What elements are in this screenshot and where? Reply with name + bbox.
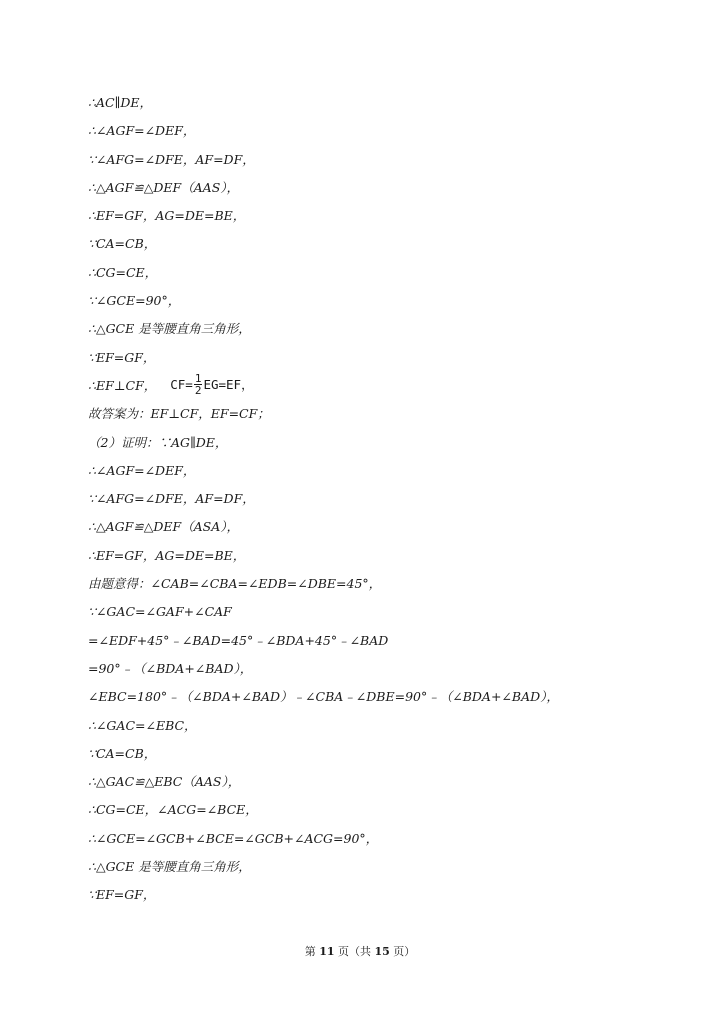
line-text: ∵EF=GF， <box>88 887 156 903</box>
text-line <box>88 315 708 343</box>
text-line <box>88 542 708 570</box>
text-line <box>88 796 708 824</box>
line-text: ∵CA=CB， <box>88 745 157 761</box>
text-line <box>88 513 708 541</box>
text-line <box>88 570 708 598</box>
formula-left: CF= <box>170 376 193 392</box>
footer-prefix: 第 <box>304 945 320 958</box>
text-line <box>88 429 708 457</box>
line-text: ∴△GCE 是等腰直角三角形， <box>88 859 251 875</box>
line-text: ∴CG=CE， <box>88 264 158 280</box>
text-line <box>88 825 708 853</box>
line-text: ∵∠AFG=∠DFE，AF=DF， <box>88 491 255 507</box>
footer-middle: 页（共 <box>334 945 375 958</box>
text-line <box>88 627 708 655</box>
text-line <box>88 400 708 428</box>
line-text: ∴△GAC≌△EBC（AAS）， <box>88 774 241 790</box>
line-text: （2）证明：∵AG∥DE， <box>88 434 228 450</box>
page-footer <box>0 943 720 959</box>
text-line <box>88 485 708 513</box>
line-text: ∴∠AGF=∠DEF， <box>88 462 196 478</box>
text-line <box>88 655 708 683</box>
line-text: ∴△AGF≌△DEF（AAS）， <box>88 179 240 195</box>
line-text: 由题意得：∠CAB=∠CBA=∠EDB=∠DBE=45°， <box>88 576 382 592</box>
footer-suffix: 页） <box>389 945 416 958</box>
text-line <box>88 174 708 202</box>
text-line <box>88 259 708 287</box>
line-text: ∴∠GAC=∠EBC， <box>88 717 197 733</box>
line-text: ∵∠AFG=∠DFE，AF=DF， <box>88 151 255 167</box>
text-line <box>88 881 708 909</box>
line-text: ∵∠GCE=90°， <box>88 293 181 309</box>
text-line <box>88 740 708 768</box>
line-text: ∴AC∥DE， <box>88 95 152 110</box>
text-line <box>88 287 708 315</box>
fraction-formula <box>170 370 253 398</box>
line-text: ∴CG=CE，∠ACG=∠BCE， <box>88 802 258 818</box>
page-number: 11 <box>319 945 335 958</box>
text-line <box>88 768 708 796</box>
line-text: =∠EDF+45°﹣∠BAD=45°﹣∠BDA+45°﹣∠BAD <box>88 632 389 648</box>
line-text: ∵EF=GF， <box>88 349 156 365</box>
text-line <box>88 344 708 372</box>
line-text: ∴EF=GF，AG=DE=BE， <box>88 547 246 563</box>
text-line <box>88 457 708 485</box>
formula-right: EG=EF， <box>203 376 254 392</box>
line-text: ∴∠GCE=∠GCB+∠BCE=∠GCB+∠ACG=90°， <box>88 830 379 846</box>
fraction-stack <box>194 373 203 396</box>
line-text: =90°﹣（∠BDA+∠BAD）， <box>88 660 253 676</box>
line-text: 故答案为：EF⊥CF，EF=CF； <box>88 406 270 422</box>
fraction-numerator: 1 <box>194 372 202 386</box>
text-line <box>88 230 708 258</box>
text-line <box>88 117 708 145</box>
text-line <box>88 202 708 230</box>
page-total: 15 <box>374 945 390 958</box>
line-text: ∴△GCE 是等腰直角三角形， <box>88 321 251 337</box>
line-text: ∴EF=GF，AG=DE=BE， <box>88 208 246 224</box>
line-text: ∠EBC=180°﹣（∠BDA+∠BAD）﹣∠CBA﹣∠DBE=90°﹣（∠BDA+∠BAD）， <box>88 689 559 705</box>
line-text: ∴△AGF≌△DEF（ASA）， <box>88 519 240 535</box>
line-text: ∵CA=CB， <box>88 236 157 252</box>
text-line <box>88 89 708 117</box>
line-text: ∴∠AGF=∠DEF， <box>88 123 196 139</box>
text-line <box>88 853 708 881</box>
fraction-denominator: 2 <box>194 384 202 398</box>
text-line <box>88 683 708 711</box>
line-text: ∴EF⊥CF， <box>88 377 157 393</box>
text-line <box>88 712 708 740</box>
text-line <box>88 146 708 174</box>
solution-text <box>88 89 708 910</box>
text-line-with-formula <box>88 372 708 400</box>
text-line <box>88 598 708 626</box>
line-text: ∵∠GAC=∠GAF+∠CAF <box>88 604 232 620</box>
